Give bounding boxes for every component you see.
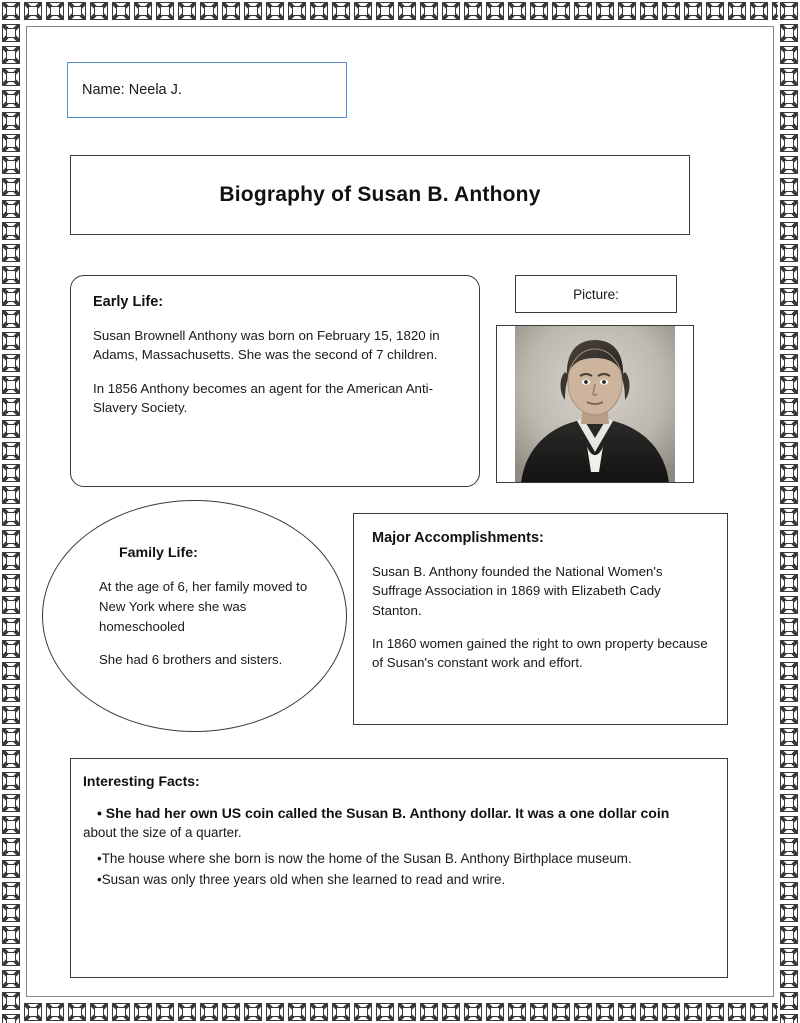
border-tile [0, 198, 22, 220]
border-tile [726, 0, 748, 22]
early-life-heading: Early Life: [93, 294, 164, 310]
fact-item-2: •The house where she born is now the home of the Susan B. Anthony Birthplace museum. [97, 850, 632, 866]
border-tile [0, 110, 22, 132]
border-tile [0, 616, 22, 638]
interesting-facts-heading: Interesting Facts: [83, 773, 200, 789]
border-tile [0, 154, 22, 176]
border-tile [778, 858, 800, 880]
border-tile [0, 308, 22, 330]
border-tile [0, 242, 22, 264]
border-tile [778, 330, 800, 352]
fact-item-1-plain: about the size of a quarter. [83, 825, 242, 841]
border-tile [396, 0, 418, 22]
border-tile [242, 1001, 264, 1023]
border-tile [778, 0, 800, 22]
border-tile [778, 924, 800, 946]
border-tile [0, 572, 22, 594]
border-tile [704, 1001, 726, 1023]
border-tile [0, 176, 22, 198]
border-tile [0, 506, 22, 528]
border-tile [778, 66, 800, 88]
major-accomplishments-paragraph-1: Susan B. Anthony founded the National Women's Suffrage Association in 1869 with Elizabeth Cady Stanton. [372, 564, 663, 618]
border-tile [22, 0, 44, 22]
border-tile [418, 0, 440, 22]
border-tile [0, 66, 22, 88]
border-tile [462, 1001, 484, 1023]
picture-label: Picture: [573, 286, 619, 302]
border-tile [778, 682, 800, 704]
family-life-heading: Family Life: [119, 545, 198, 561]
border-tile [778, 22, 800, 44]
border-tile [176, 1001, 198, 1023]
border-tile [0, 396, 22, 418]
major-accomplishments-paragraph-2: In 1860 women gained the right to own property because of Susan's constant work and effort. [372, 635, 708, 671]
border-tile [572, 0, 594, 22]
picture-box [496, 325, 694, 483]
border-tile [418, 1001, 440, 1023]
border-tile [778, 792, 800, 814]
border-tile [778, 880, 800, 902]
major-accomplishments-heading: Major Accomplishments: [372, 530, 544, 546]
border-tile [0, 484, 22, 506]
border-tile [0, 638, 22, 660]
border-tile [154, 0, 176, 22]
interesting-facts-section [70, 758, 728, 978]
border-tile [550, 0, 572, 22]
border-tile [704, 0, 726, 22]
border-tile [0, 44, 22, 66]
border-tile [0, 440, 22, 462]
border-tile [778, 616, 800, 638]
border-tile [778, 638, 800, 660]
border-tile [286, 1001, 308, 1023]
border-tile [778, 814, 800, 836]
border-tile [778, 660, 800, 682]
border-tile [44, 0, 66, 22]
border-tile [88, 0, 110, 22]
border-tile [0, 220, 22, 242]
border-tile [778, 440, 800, 462]
border-tile [0, 660, 22, 682]
decorative-border-bottom [0, 1001, 800, 1023]
border-tile [778, 770, 800, 792]
border-tile [0, 770, 22, 792]
border-tile [396, 1001, 418, 1023]
border-tile [374, 0, 396, 22]
border-tile [778, 902, 800, 924]
border-tile [778, 286, 800, 308]
border-tile [220, 0, 242, 22]
border-tile [0, 792, 22, 814]
border-tile [132, 1001, 154, 1023]
border-tile [778, 506, 800, 528]
border-tile [778, 308, 800, 330]
border-tile [778, 726, 800, 748]
border-tile [484, 1001, 506, 1023]
border-tile [778, 836, 800, 858]
border-tile [778, 550, 800, 572]
border-tile [660, 0, 682, 22]
border-tile [778, 418, 800, 440]
fact-item-1-bold: • She had her own US coin called the Susan B. Anthony dollar. It was a one dollar coin [97, 805, 670, 821]
border-tile [88, 1001, 110, 1023]
border-tile [778, 1012, 800, 1023]
border-tile [778, 748, 800, 770]
border-tile [0, 330, 22, 352]
border-tile [616, 1001, 638, 1023]
border-tile [0, 968, 22, 990]
border-tile [0, 990, 22, 1012]
decorative-border-right [778, 0, 800, 1023]
border-tile [594, 0, 616, 22]
border-tile [264, 0, 286, 22]
border-tile [778, 352, 800, 374]
name-field[interactable] [67, 62, 347, 118]
border-tile [616, 0, 638, 22]
border-tile [330, 1001, 352, 1023]
border-tile [198, 1001, 220, 1023]
border-tile [66, 1001, 88, 1023]
border-tile [440, 0, 462, 22]
early-life-section [70, 275, 480, 487]
border-tile [0, 88, 22, 110]
border-tile [778, 484, 800, 506]
border-tile [0, 748, 22, 770]
border-tile [778, 946, 800, 968]
border-tile [44, 1001, 66, 1023]
name-field-value: Name: Neela J. [82, 82, 182, 98]
border-tile [0, 924, 22, 946]
family-life-paragraph-1: At the age of 6, her family moved to New York where she was homeschooled [99, 579, 308, 634]
border-tile [778, 176, 800, 198]
border-tile [778, 198, 800, 220]
border-tile [0, 264, 22, 286]
border-tile [778, 594, 800, 616]
title-box [70, 155, 690, 235]
border-tile [682, 0, 704, 22]
border-tile [778, 242, 800, 264]
border-tile [352, 1001, 374, 1023]
early-life-paragraph-2: In 1856 Anthony becomes an agent for the American Anti-Slavery Society. [93, 380, 434, 415]
border-tile [242, 0, 264, 22]
border-tile [572, 1001, 594, 1023]
border-tile [778, 154, 800, 176]
border-tile [778, 264, 800, 286]
border-tile [0, 946, 22, 968]
border-tile [778, 968, 800, 990]
border-tile [22, 1001, 44, 1023]
border-tile [0, 880, 22, 902]
border-tile [0, 682, 22, 704]
picture-label-box [515, 275, 677, 313]
family-life-paragraph-2: She had 6 brothers and sisters. [99, 652, 283, 668]
border-tile [352, 0, 374, 22]
family-life-section [42, 500, 347, 732]
decorative-border-top [0, 0, 800, 22]
border-tile [550, 1001, 572, 1023]
border-tile [462, 0, 484, 22]
border-tile [778, 396, 800, 418]
border-tile [110, 1001, 132, 1023]
border-tile [726, 1001, 748, 1023]
border-tile [594, 1001, 616, 1023]
border-tile [506, 0, 528, 22]
border-tile [778, 110, 800, 132]
early-life-paragraph-1: Susan Brownell Anthony was born on February 15, 1820 in Adams, Massachusetts. She was the second of 7 children. [93, 328, 440, 363]
border-tile [308, 1001, 330, 1023]
border-tile [638, 0, 660, 22]
border-tile [778, 132, 800, 154]
border-tile [506, 1001, 528, 1023]
border-tile [682, 1001, 704, 1023]
border-tile [0, 286, 22, 308]
border-tile [660, 1001, 682, 1023]
border-tile [132, 0, 154, 22]
border-tile [0, 0, 22, 22]
border-tile [778, 462, 800, 484]
border-tile [638, 1001, 660, 1023]
border-tile [0, 902, 22, 924]
border-tile [0, 22, 22, 44]
border-tile [528, 0, 550, 22]
border-tile [778, 704, 800, 726]
border-tile [748, 0, 770, 22]
border-tile [286, 0, 308, 22]
border-tile [778, 374, 800, 396]
border-tile [0, 374, 22, 396]
border-tile [0, 858, 22, 880]
major-accomplishments-section [353, 513, 728, 725]
border-tile [778, 528, 800, 550]
border-tile [778, 990, 800, 1012]
border-tile [330, 0, 352, 22]
border-tile [0, 1012, 22, 1023]
border-tile [528, 1001, 550, 1023]
border-tile [0, 462, 22, 484]
page-title: Biography of Susan B. Anthony [219, 183, 541, 206]
border-tile [778, 572, 800, 594]
border-tile [0, 814, 22, 836]
border-tile [778, 220, 800, 242]
border-tile [110, 0, 132, 22]
border-tile [308, 0, 330, 22]
border-tile [264, 1001, 286, 1023]
border-tile [0, 352, 22, 374]
border-tile [176, 0, 198, 22]
border-tile [0, 594, 22, 616]
border-tile [0, 836, 22, 858]
border-tile [220, 1001, 242, 1023]
border-tile [778, 44, 800, 66]
decorative-border-left [0, 0, 22, 1023]
fact-item-3: •Susan was only three years old when she learned to read and wrire. [97, 872, 506, 888]
border-tile [778, 88, 800, 110]
border-tile [374, 1001, 396, 1023]
border-tile [748, 1001, 770, 1023]
border-tile [66, 0, 88, 22]
portrait-susan-b-anthony-icon [515, 326, 675, 483]
border-tile [484, 0, 506, 22]
border-tile [0, 418, 22, 440]
border-tile [0, 132, 22, 154]
border-tile [0, 528, 22, 550]
border-tile [0, 550, 22, 572]
border-tile [154, 1001, 176, 1023]
border-tile [198, 0, 220, 22]
border-tile [0, 704, 22, 726]
border-tile [0, 726, 22, 748]
border-tile [440, 1001, 462, 1023]
